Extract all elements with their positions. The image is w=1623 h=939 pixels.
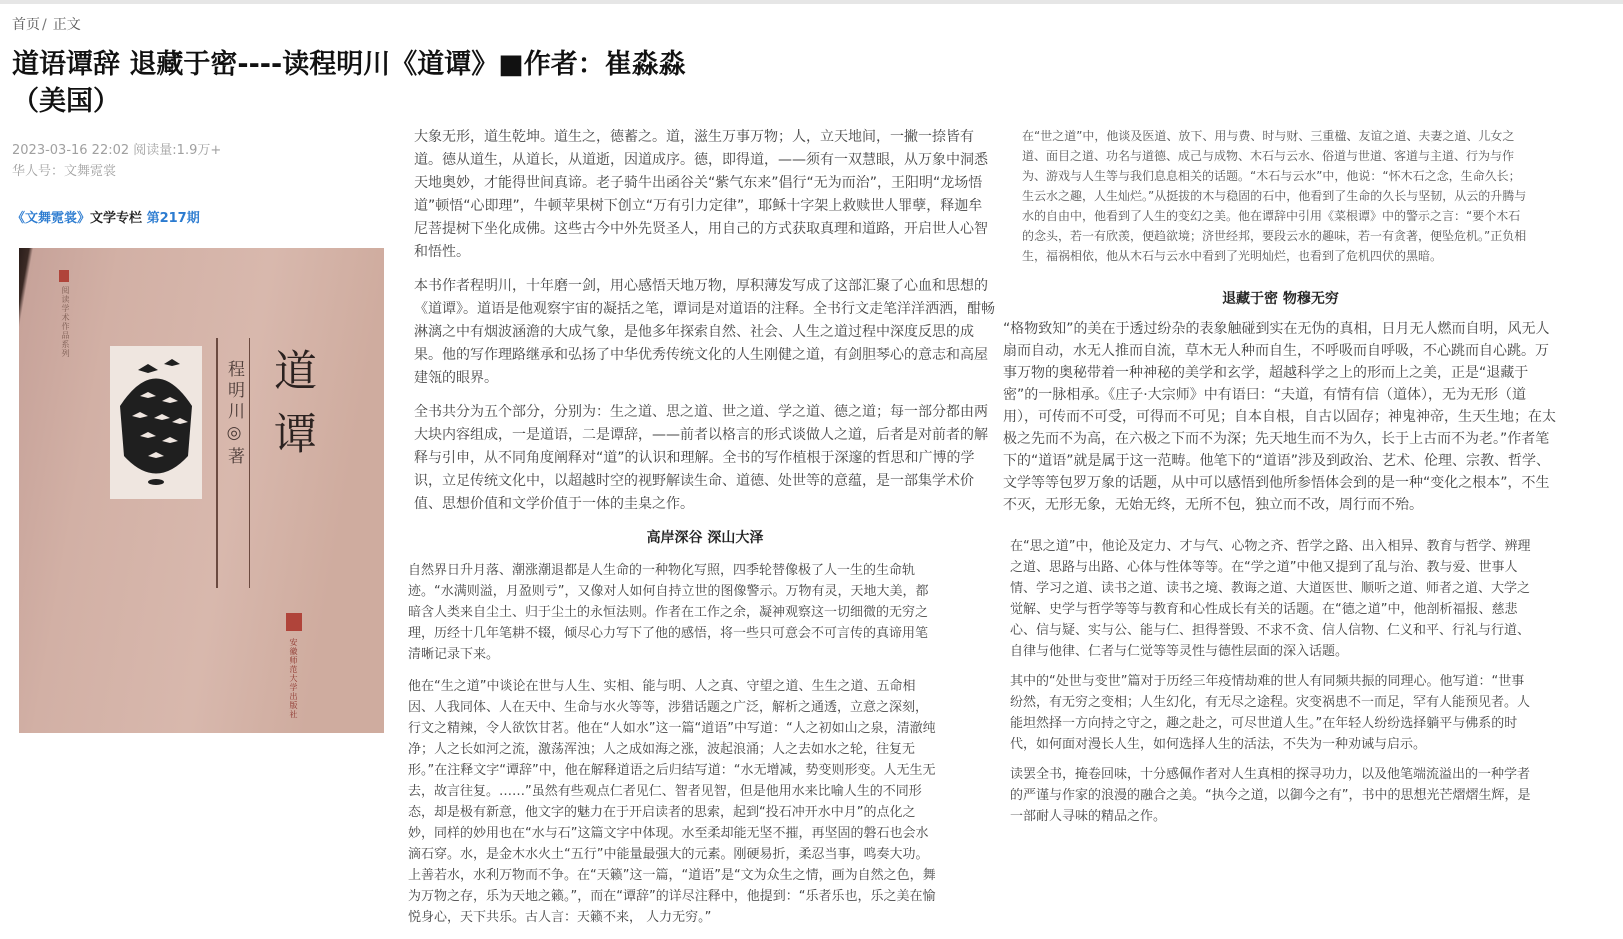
section-heading: 退藏于密 物穆无穷 [1222, 291, 1339, 307]
breadcrumb-current: 正文 [52, 17, 81, 33]
paragraph: 本书作者程明川，十年磨一剑，用心感悟天地万物，厚积薄发写成了这部汇聚了心血和思想的《道谭》。道语是他观察宇宙的凝括之笔，谭词是对道语的注释。全书行文走笔洋洋洒洒，酣畅淋漓之中有烟波涵澹的大成气象，是他多年探索自然、社会、人生之道过程中深度反思的成果。他的写作理路继承和弘扬了中华优秀传统文化的人生刚健之道，有剑胆琴心的意志和高屋建瓴的眼界。 [414, 278, 995, 386]
paragraph: 读罢全书，掩卷回味，十分感佩作者对人生真相的探寻功力，以及他笔端流溢出的一种学者的严谨与作家的浪漫的融合之美。“执今之道，以御今之有”，书中的思想光芒熠熠生辉，是一部耐人寻味的精品之作。 [1010, 767, 1531, 824]
cover-divider-line [216, 338, 218, 588]
cover-series-text: 阅读学术作品系列 [61, 286, 70, 358]
paragraph: 全书共分为五个部分，分别为：生之道、思之道、世之道、学之道、德之道；每一部分都由两大块内容组成，一是道语，二是谭辞，——前者以格言的形式谈做人之道，后者是对前者的解释与引申，从不同角度阐释对“道”的认识和理解。全书的写作植根于深邃的哲思和广博的学识，立足传统文化中，以超越时空的视野解读生命、道德、处世等的意蕴，是一部集学术价值、思想价值和文学价值于一体的圭臬之作。 [414, 404, 988, 512]
breadcrumb [12, 14, 81, 34]
top-border [0, 0, 1623, 4]
paragraph: 自然界日升月落、潮涨潮退都是人生命的一种物化写照，四季轮替像极了人一生的生命轨迹。“水满则溢，月盈则亏”，又像对人如何自持立世的图像警示。万物有灵，天地大美，都暗含人类来自尘土、归于尘土的永恒法则。作者在工作之余，凝神观察这一切细微的无穷之理，历经十几年笔耕不辍，倾尽心力写下了他的感悟，将一些只可意会不可言传的真谛用笔清晰记录下来。 [408, 563, 929, 662]
paragraph: “格物致知”的美在于透过纷杂的表象触碰到实在无伪的真相，日月无人燃而自明，风无人扇而自动，水无人推而自流，草木无人种而自生，不呼吸而自呼吸，不心跳而自心跳。万事万物的奥秘带着一种神秘的美学和玄学，超越科学之上的形而上之美，正是“退藏于密”的一脉相承。《庄子·大宗师》中有语曰：“夫道，有情有信（道体），无为无形（道用），可传而不可受，可得而不可见；自本自根，自古以固存；神鬼神帝，生天生地；在太极之先而不为高，在六极之下而不为深；先天地生而不为久，长于上古而不为老。”作者笔下的“道语”就是属于这一范畴。他笔下的“道语”涉及到政治、艺术、伦理、宗教、哲学、文学等等包罗万象的话题，从中可以感悟到他所参悟体会到的是一种“变化之根本”，不生不灭，无形无象，无始无终，无所不包，独立而不改，周行而不殆。 [1003, 321, 1556, 513]
read-count: 阅读量:1.9万+ [133, 143, 222, 158]
cover-title-text: 道谭 [267, 348, 317, 474]
paragraph: 他在“生之道”中谈论在世与人生、实相、能与明、人之真、守望之道、生生之道、五命相因、人我同体、人在天中、生命与水火等等，涉猎话题之广泛，解析之通透，立意之深刻，行文之精辣，令人欲饮甘茗。他在“人如水”这一篇“道语”中写道：“人之初如山之泉，清澈纯净；人之长如河之流，激荡浑浊；人之成如海之涨，波起浪涌；人之去如水之轮，往复无形。”在注释文字“谭辞”中，他在解释道语之后归结写道：“水无增减，势变则形变。人无生无去，故言往复。……”虽然有些观点仁者见仁、智者见智，但是他用水来比喻人生的不同形态，却是极有新意，他文字的魅力在于开启读者的思索，起到“投石冲开水中月”的点化之妙，同样的妙用也在“水与石”这篇文字中体现。水至柔却能无坚不摧，再坚固的磐石也会水滴石穿。水，是金木水火土“五行”中能量最强大的元素。刚硬易折，柔忍当事，鸣奏大功。上善若水，水利万物而不争。在“天籁”这一篇，“道语”是“文为众生之情，画为自然之色，舞为万物之存，乐为天地之籁。”，而在“谭辞”的详尽注释中，他提到：“乐者乐也，乐之美在愉悦身心，天下共乐。古人言：天籁不来， 人力无穷。” [408, 679, 936, 925]
article-meta [12, 140, 221, 182]
column-name: 《文舞霓裳》 [12, 211, 91, 226]
article-body-column-2 [1003, 126, 1558, 836]
cover-artwork [110, 346, 202, 499]
series-seal-mark [59, 270, 69, 282]
column-tag [12, 207, 200, 226]
article-title: 道语谭辞 退藏于密----读程明川《道谭》■作者：崔淼淼（美国） [12, 49, 686, 117]
section-heading: 高岸深谷 深山大泽 [646, 530, 764, 546]
paragraph: 在“思之道”中，他论及定力、才与气、心物之齐、哲学之路、出入相异、教育与哲学、辨理之道、思路与出路、心体与性体等等。在“学之道”中他又提到了乱与治、教与爱、世事人情、学习之道、读书之道、读书之境、教诲之道、大道医世、顺听之道、师者之道、大学之觉解、史学与哲学等等与教育和心性成长有关的话题。在“德之道”中，他剖析福报、慈悲心、信与疑、实与公、能与仁、担得誉毁、不求不贪、信人信物、仁义和平、行礼与行道、自律与他律、仁者与仁觉等等灵性与德性层面的深入话题。 [1010, 539, 1531, 659]
publisher-seal-mark [286, 613, 302, 631]
paragraph: 在“世之道”中，他谈及医道、放下、用与费、时与财、三重楹、友谊之道、夫妻之道、儿女之道、面目之道、功名与道德、成己与成物、木石与云水、俗道与世道、客道与主道、行为与作为、游戏与人生等与我们息息相关的话题。“木石与云水”中，他说：“怀木石之念，生命久长；生云水之趣，人生灿烂。”从挺拔的木与稳固的石中，他看到了生命的久长与坚韧，从云的升腾与水的自由中，他看到了人生的变幻之美。他在谭辞中引用《菜根谭》中的警示之言：“要个木石的念头，若一有欣羡，便趋欲境；济世经邦，要段云水的趣味，若一有贪著，便坠危机。”正负相生，福祸相依，他从木石与云水中看到了光明灿烂，也看到了危机四伏的黑暗。 [1022, 129, 1527, 263]
author-account: 华人号：文舞霓裳 [12, 164, 117, 179]
paragraph: 大象无形，道生乾坤。道生之，德蓄之。道，滋生万事万物；人，立天地间，一撇一捺皆有道。德从道生，从道长，从道逝，因道成序。德，即得道，——须有一双慧眼，从万象中洞悉天地奥妙，才能得世间真谛。老子骑牛出函谷关“紫气东来”倡行“无为而治”，王阳明“龙场悟道”顿悟“心即理”，牛顿苹果树下创立“万有引力定律”，耶稣十字架上救赎世人罪孽，释迦牟尼菩提树下坐化成佛。这些古今中外先贤圣人，用自己的方式获取真理和道路，开启世人心智和悟性。 [414, 129, 988, 260]
cover-publisher-text: 安徽师范大学出版社 [289, 638, 298, 719]
article-body-column-1 [408, 126, 996, 939]
cover-divider-line-thin [249, 338, 250, 588]
bird-fish-pattern-icon [110, 346, 202, 499]
paragraph: 其中的“处世与变世”篇对于历经三年疫情劫难的世人有同频共振的同理心。他写道：“世事纷然，有无穷之变相；人生幻化，有无尽之途程。灾变祸患不一而足，罕有人能预见者。人能坦然择一方向持之守之，趣之赴之，可尽世道人生。”在年轻人纷纷选择躺平与佛系的时代，如何面对漫长人生，如何选择人生的活法，不失为一种劝诫与启示。 [1010, 674, 1531, 752]
column-issue: 第217期 [146, 211, 200, 226]
book-cover-image [19, 248, 384, 733]
cover-author-text: 程明川◎著 [224, 360, 244, 468]
publish-datetime: 2023-03-16 22:02 [12, 143, 130, 158]
breadcrumb-separator: / [42, 17, 47, 33]
breadcrumb-home-link[interactable]: 首页 [12, 17, 40, 33]
column-label: 文学专栏 [90, 211, 143, 226]
